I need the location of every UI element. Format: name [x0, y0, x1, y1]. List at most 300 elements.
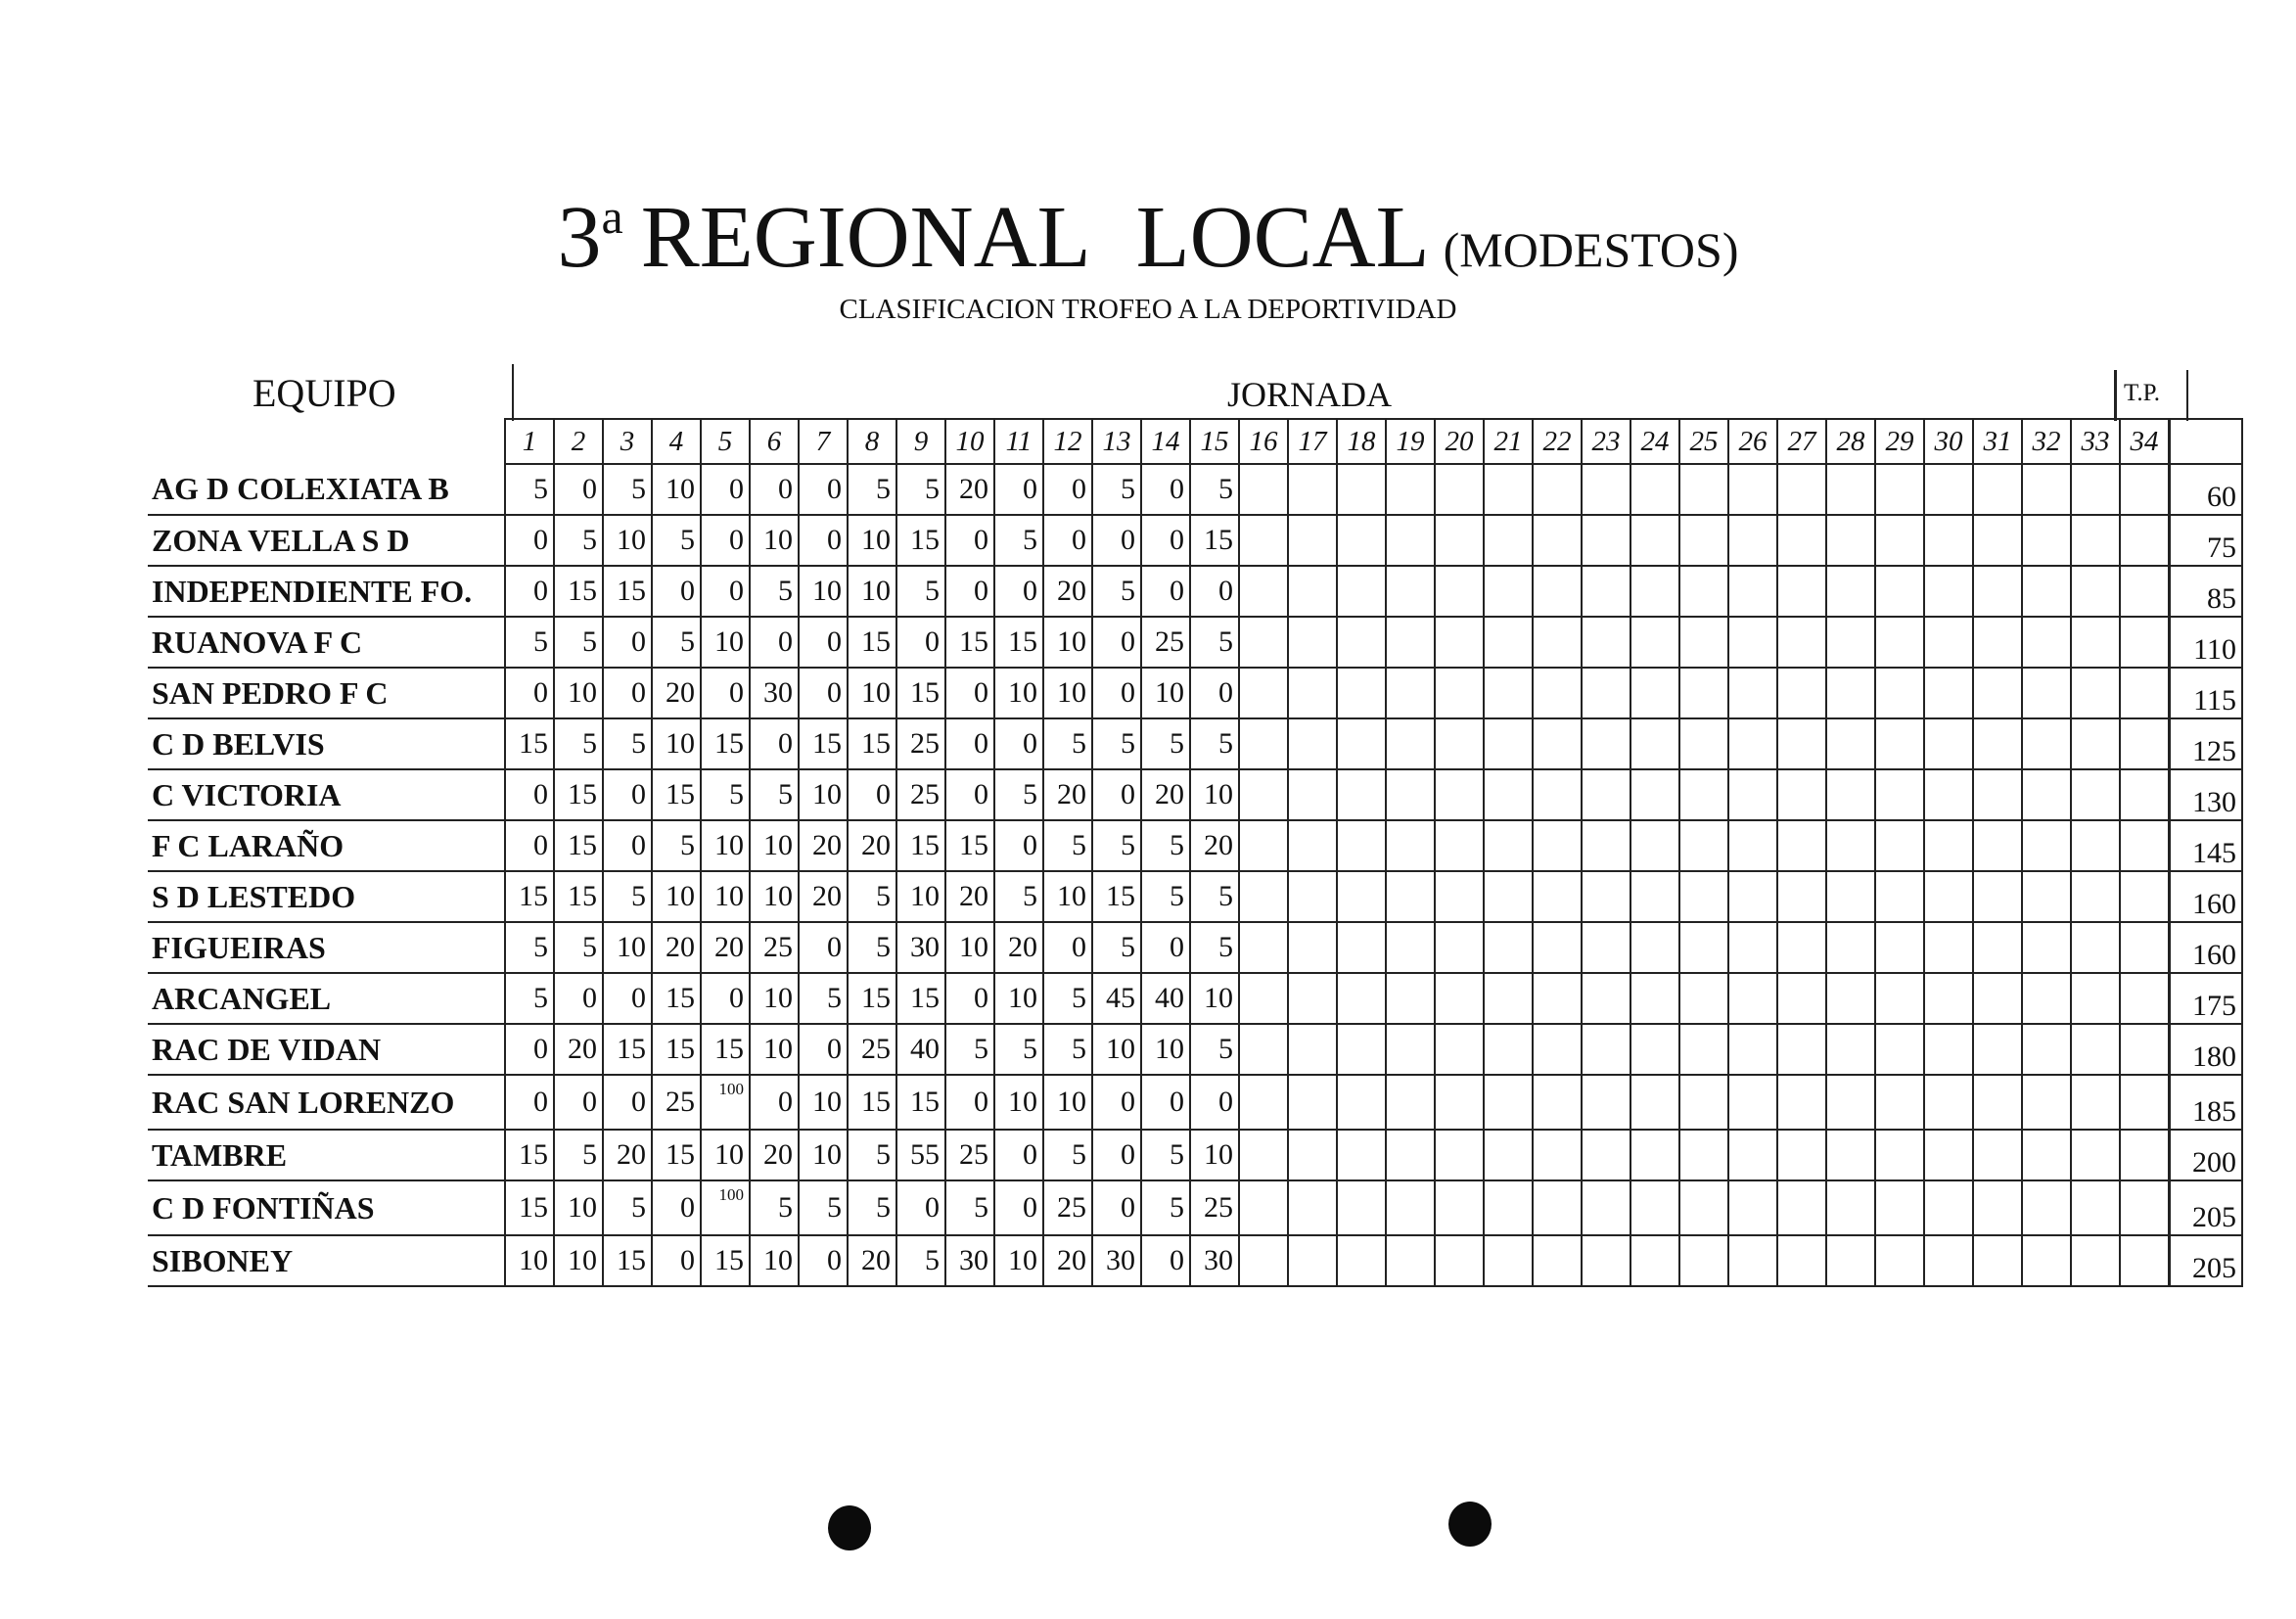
score-cell [2022, 718, 2071, 769]
score-cell [1973, 769, 2022, 820]
score-cell [1728, 1075, 1777, 1130]
score-cell [1533, 1235, 1582, 1286]
total-points-cell: 180 [2170, 1024, 2243, 1075]
score-cell: 5 [505, 922, 554, 973]
score-cell [1435, 617, 1484, 668]
score-cell: 15 [896, 820, 945, 871]
score-cell [1239, 820, 1288, 871]
score-cell: 10 [1043, 1075, 1092, 1130]
score-cell: 0 [799, 922, 848, 973]
score-cell [1337, 820, 1386, 871]
score-cell: 0 [1092, 1180, 1141, 1235]
score-cell [2022, 1130, 2071, 1180]
score-cell [1875, 922, 1924, 973]
team-row [148, 668, 2242, 718]
score-cell: 0 [603, 617, 652, 668]
score-cell: 15 [505, 871, 554, 922]
score-cell [1435, 769, 1484, 820]
score-cell: 0 [554, 1075, 603, 1130]
score-cell: 0 [945, 769, 994, 820]
score-cell [1728, 973, 1777, 1024]
round-number-cell: 28 [1826, 419, 1875, 464]
score-cell: 5 [1043, 1024, 1092, 1075]
score-cell: 0 [505, 668, 554, 718]
score-cell: 25 [750, 922, 799, 973]
score-cell [1288, 769, 1337, 820]
score-cell: 10 [505, 1235, 554, 1286]
score-cell: 5 [1092, 718, 1141, 769]
score-cell [1728, 1235, 1777, 1286]
score-cell [2120, 718, 2170, 769]
total-points-cell: 75 [2170, 515, 2243, 566]
score-cell [1826, 617, 1875, 668]
score-cell [1973, 464, 2022, 515]
score-cell: 0 [994, 718, 1043, 769]
team-row [148, 617, 2242, 668]
score-cell: 5 [1141, 1180, 1190, 1235]
score-cell [1777, 871, 1826, 922]
score-cell: 10 [554, 668, 603, 718]
score-cell [1924, 718, 1973, 769]
score-cell: 5 [1092, 566, 1141, 617]
score-cell [1484, 871, 1533, 922]
total-points-cell: 175 [2170, 973, 2243, 1024]
score-cell: 0 [554, 973, 603, 1024]
score-cell [1533, 1024, 1582, 1075]
score-cell [1288, 973, 1337, 1024]
score-cell: 5 [652, 617, 701, 668]
score-cell [1630, 566, 1679, 617]
score-cell [1924, 464, 1973, 515]
score-cell: 15 [1092, 871, 1141, 922]
score-cell [1533, 617, 1582, 668]
score-cell: 5 [994, 769, 1043, 820]
score-cell [1435, 973, 1484, 1024]
score-cell [1288, 1075, 1337, 1130]
score-cell [1484, 1130, 1533, 1180]
score-cell: 10 [1092, 1024, 1141, 1075]
score-cell [1679, 871, 1728, 922]
score-cell: 10 [1190, 973, 1239, 1024]
score-cell [1484, 1075, 1533, 1130]
score-cell [2120, 1024, 2170, 1075]
score-cell [2071, 871, 2120, 922]
page-title [0, 189, 2296, 286]
score-cell [1679, 668, 1728, 718]
score-cell [1777, 1235, 1826, 1286]
round-number-cell: 27 [1777, 419, 1826, 464]
score-cell: 30 [896, 922, 945, 973]
score-cell [1679, 515, 1728, 566]
score-cell: 40 [1141, 973, 1190, 1024]
score-cell [1679, 718, 1728, 769]
score-cell: 15 [652, 769, 701, 820]
score-cell [1435, 464, 1484, 515]
standings-body [148, 419, 2242, 1286]
score-cell [1288, 668, 1337, 718]
score-cell [1924, 1024, 1973, 1075]
score-cell [1728, 1130, 1777, 1180]
team-name: INDEPENDIENTE FO. [148, 566, 505, 617]
score-cell: 0 [994, 820, 1043, 871]
score-cell: 5 [603, 1180, 652, 1235]
score-cell: 5 [603, 464, 652, 515]
score-cell [1484, 668, 1533, 718]
score-cell [1973, 617, 2022, 668]
score-cell: 10 [994, 1235, 1043, 1286]
score-cell [1337, 668, 1386, 718]
score-cell [2120, 820, 2170, 871]
score-cell: 20 [1141, 769, 1190, 820]
score-cell: 0 [750, 1075, 799, 1130]
score-cell [2120, 871, 2170, 922]
score-cell [1337, 718, 1386, 769]
score-cell: 25 [1141, 617, 1190, 668]
score-cell [2120, 617, 2170, 668]
score-cell: 5 [1043, 820, 1092, 871]
score-cell: 15 [848, 718, 896, 769]
round-number-cell: 32 [2022, 419, 2071, 464]
score-cell [1728, 617, 1777, 668]
team-row [148, 1024, 2242, 1075]
score-cell: 5 [554, 922, 603, 973]
score-cell [1582, 566, 1630, 617]
score-cell [1533, 820, 1582, 871]
score-cell [2120, 1180, 2170, 1235]
score-cell [2120, 973, 2170, 1024]
score-cell [2120, 1235, 2170, 1286]
score-cell [1924, 820, 1973, 871]
round-number-cell: 34 [2120, 419, 2170, 464]
score-cell: 5 [1190, 1024, 1239, 1075]
score-cell: 10 [945, 922, 994, 973]
score-cell: 10 [652, 871, 701, 922]
score-cell: 10 [1043, 668, 1092, 718]
score-cell: 20 [994, 922, 1043, 973]
score-cell [1826, 1075, 1875, 1130]
score-cell [2022, 668, 2071, 718]
score-cell: 5 [1190, 718, 1239, 769]
score-cell: 10 [799, 1130, 848, 1180]
score-cell [1728, 515, 1777, 566]
score-cell: 0 [896, 1180, 945, 1235]
score-cell: 0 [945, 973, 994, 1024]
standings-table [148, 418, 2243, 1287]
team-name: F C LARAÑO [148, 820, 505, 871]
score-cell: 0 [799, 464, 848, 515]
score-cell: 0 [603, 668, 652, 718]
score-cell [1924, 1235, 1973, 1286]
score-cell: 30 [1190, 1235, 1239, 1286]
score-cell [1973, 1075, 2022, 1130]
score-cell [2022, 769, 2071, 820]
score-cell: 20 [1190, 820, 1239, 871]
score-cell: 10 [848, 566, 896, 617]
score-cell [1973, 718, 2022, 769]
score-cell: 10 [750, 973, 799, 1024]
score-cell [1484, 973, 1533, 1024]
team-row [148, 922, 2242, 973]
score-cell [2022, 820, 2071, 871]
score-cell [1582, 464, 1630, 515]
score-cell [2071, 1180, 2120, 1235]
score-cell: 5 [750, 769, 799, 820]
score-cell [1239, 922, 1288, 973]
score-cell [1533, 769, 1582, 820]
score-cell: 5 [994, 515, 1043, 566]
score-cell [1924, 668, 1973, 718]
score-cell: 0 [505, 566, 554, 617]
score-cell: 10 [1043, 617, 1092, 668]
score-cell: 0 [1141, 464, 1190, 515]
score-cell [1973, 820, 2022, 871]
score-cell [2071, 464, 2120, 515]
total-points-cell: 110 [2170, 617, 2243, 668]
score-cell [1288, 566, 1337, 617]
score-cell: 20 [848, 820, 896, 871]
title-ordinal: 3 [557, 189, 602, 286]
score-cell: 0 [1141, 1235, 1190, 1286]
score-cell [1386, 668, 1435, 718]
score-cell [1630, 718, 1679, 769]
score-cell: 0 [994, 464, 1043, 515]
score-cell: 5 [896, 464, 945, 515]
score-cell: 10 [799, 769, 848, 820]
score-cell: 5 [896, 1235, 945, 1286]
score-cell: 10 [799, 566, 848, 617]
total-points-cell: 85 [2170, 566, 2243, 617]
score-cell [1777, 1075, 1826, 1130]
score-cell [2120, 566, 2170, 617]
score-cell: 0 [1092, 1075, 1141, 1130]
score-cell [2071, 617, 2120, 668]
score-cell [1288, 515, 1337, 566]
score-cell [1875, 1235, 1924, 1286]
score-cell [1582, 820, 1630, 871]
score-cell: 5 [994, 871, 1043, 922]
score-cell [1582, 1180, 1630, 1235]
score-cell [1582, 718, 1630, 769]
score-cell [1875, 820, 1924, 871]
score-cell [1582, 668, 1630, 718]
score-cell [2071, 922, 2120, 973]
score-cell: 30 [945, 1235, 994, 1286]
score-cell: 15 [505, 718, 554, 769]
score-cell: 0 [1141, 922, 1190, 973]
score-cell [1337, 617, 1386, 668]
total-points-cell: 185 [2170, 1075, 2243, 1130]
score-cell: 15 [848, 617, 896, 668]
score-cell [1484, 1024, 1533, 1075]
score-cell: 15 [896, 1075, 945, 1130]
score-cell: 25 [1190, 1180, 1239, 1235]
score-cell [1533, 668, 1582, 718]
score-cell [1337, 1075, 1386, 1130]
score-cell: 5 [1043, 718, 1092, 769]
team-name: C VICTORIA [148, 769, 505, 820]
score-cell [1777, 464, 1826, 515]
score-cell [1386, 973, 1435, 1024]
score-cell [1386, 1130, 1435, 1180]
team-row [148, 820, 2242, 871]
round-number-cell: 21 [1484, 419, 1533, 464]
team-name: C D FONTIÑAS [148, 1180, 505, 1235]
score-cell: 0 [701, 668, 750, 718]
header-divider-left [512, 364, 514, 421]
score-cell: 0 [750, 718, 799, 769]
score-cell [1679, 566, 1728, 617]
title-word-regional: REGIONAL [640, 189, 1091, 286]
score-cell [2071, 1235, 2120, 1286]
score-cell [1630, 820, 1679, 871]
score-cell: 5 [1092, 464, 1141, 515]
score-cell [1288, 820, 1337, 871]
score-cell [1826, 515, 1875, 566]
score-cell [1484, 1180, 1533, 1235]
score-cell [2071, 515, 2120, 566]
score-cell [1875, 1180, 1924, 1235]
score-cell [1728, 1180, 1777, 1235]
score-cell [1973, 922, 2022, 973]
score-cell [2071, 1075, 2120, 1130]
score-cell [1386, 1235, 1435, 1286]
team-row [148, 871, 2242, 922]
score-cell [1386, 820, 1435, 871]
score-cell: 15 [799, 718, 848, 769]
score-cell [1679, 1075, 1728, 1130]
header-divider-right [2186, 370, 2188, 421]
score-cell [1337, 1235, 1386, 1286]
score-cell: 5 [603, 718, 652, 769]
total-points-cell: 160 [2170, 871, 2243, 922]
score-cell [2120, 1130, 2170, 1180]
score-cell [1728, 566, 1777, 617]
score-cell: 15 [652, 1130, 701, 1180]
score-cell [1239, 769, 1288, 820]
score-cell [1973, 1130, 2022, 1180]
score-cell: 5 [1092, 922, 1141, 973]
score-cell [1288, 1130, 1337, 1180]
round-number-cell: 1 [505, 419, 554, 464]
score-cell [1484, 1235, 1533, 1286]
score-cell: 100 [701, 1180, 750, 1235]
punch-hole-right [1448, 1502, 1492, 1547]
score-cell [1337, 1024, 1386, 1075]
score-cell [1630, 1075, 1679, 1130]
score-cell [1386, 464, 1435, 515]
score-cell [1337, 922, 1386, 973]
score-cell: 10 [1190, 769, 1239, 820]
score-cell: 0 [896, 617, 945, 668]
round-number-cell: 17 [1288, 419, 1337, 464]
score-cell: 15 [994, 617, 1043, 668]
score-cell: 5 [554, 718, 603, 769]
score-cell: 100 [701, 1075, 750, 1130]
score-cell [1777, 1130, 1826, 1180]
score-cell: 10 [652, 718, 701, 769]
score-cell [1630, 515, 1679, 566]
score-cell [1973, 1235, 2022, 1286]
team-row [148, 1180, 2242, 1235]
score-cell [1826, 1130, 1875, 1180]
score-cell: 10 [652, 464, 701, 515]
score-cell [1337, 769, 1386, 820]
score-cell [1239, 566, 1288, 617]
score-cell [1826, 769, 1875, 820]
score-cell: 0 [994, 1180, 1043, 1235]
score-cell: 20 [945, 464, 994, 515]
score-cell [1484, 820, 1533, 871]
score-cell [1582, 1130, 1630, 1180]
score-cell [1239, 718, 1288, 769]
score-cell [2022, 922, 2071, 973]
score-cell: 20 [652, 668, 701, 718]
score-cell [1630, 922, 1679, 973]
title-ordinal-superscript: a [601, 189, 623, 244]
score-cell: 15 [505, 1180, 554, 1235]
score-cell [1533, 515, 1582, 566]
score-cell: 5 [1141, 820, 1190, 871]
score-cell: 0 [848, 769, 896, 820]
team-name: C D BELVIS [148, 718, 505, 769]
score-cell [1777, 566, 1826, 617]
score-cell: 0 [799, 668, 848, 718]
score-cell [1533, 871, 1582, 922]
score-cell: 25 [848, 1024, 896, 1075]
score-cell [1630, 871, 1679, 922]
score-cell: 0 [1092, 769, 1141, 820]
score-cell: 0 [505, 515, 554, 566]
score-cell: 5 [652, 820, 701, 871]
score-cell: 0 [1190, 566, 1239, 617]
score-cell [1924, 1130, 1973, 1180]
score-cell: 5 [848, 1180, 896, 1235]
team-name: FIGUEIRAS [148, 922, 505, 973]
score-cell: 20 [1043, 769, 1092, 820]
score-cell [1239, 515, 1288, 566]
score-cell: 5 [1043, 1130, 1092, 1180]
score-cell: 20 [603, 1130, 652, 1180]
score-cell: 10 [750, 820, 799, 871]
score-cell [1924, 1180, 1973, 1235]
score-cell [1728, 668, 1777, 718]
score-cell: 15 [652, 1024, 701, 1075]
score-cell [1973, 871, 2022, 922]
score-cell: 0 [505, 1024, 554, 1075]
score-cell [1630, 464, 1679, 515]
score-cell [1826, 566, 1875, 617]
score-cell [1435, 1130, 1484, 1180]
score-cell: 0 [1092, 668, 1141, 718]
score-cell [1337, 464, 1386, 515]
score-cell [1484, 769, 1533, 820]
score-cell [1484, 566, 1533, 617]
score-cell: 0 [505, 769, 554, 820]
score-cell [1533, 922, 1582, 973]
score-cell [1875, 1075, 1924, 1130]
score-cell: 0 [994, 566, 1043, 617]
score-cell [1582, 617, 1630, 668]
score-cell [1826, 922, 1875, 973]
score-cell: 0 [1141, 515, 1190, 566]
total-points-cell: 205 [2170, 1235, 2243, 1286]
team-row [148, 1130, 2242, 1180]
score-cell: 5 [1141, 871, 1190, 922]
score-cell [1728, 1024, 1777, 1075]
score-cell: 5 [750, 566, 799, 617]
score-cell [1582, 1024, 1630, 1075]
team-name: AG D COLEXIATA B [148, 464, 505, 515]
